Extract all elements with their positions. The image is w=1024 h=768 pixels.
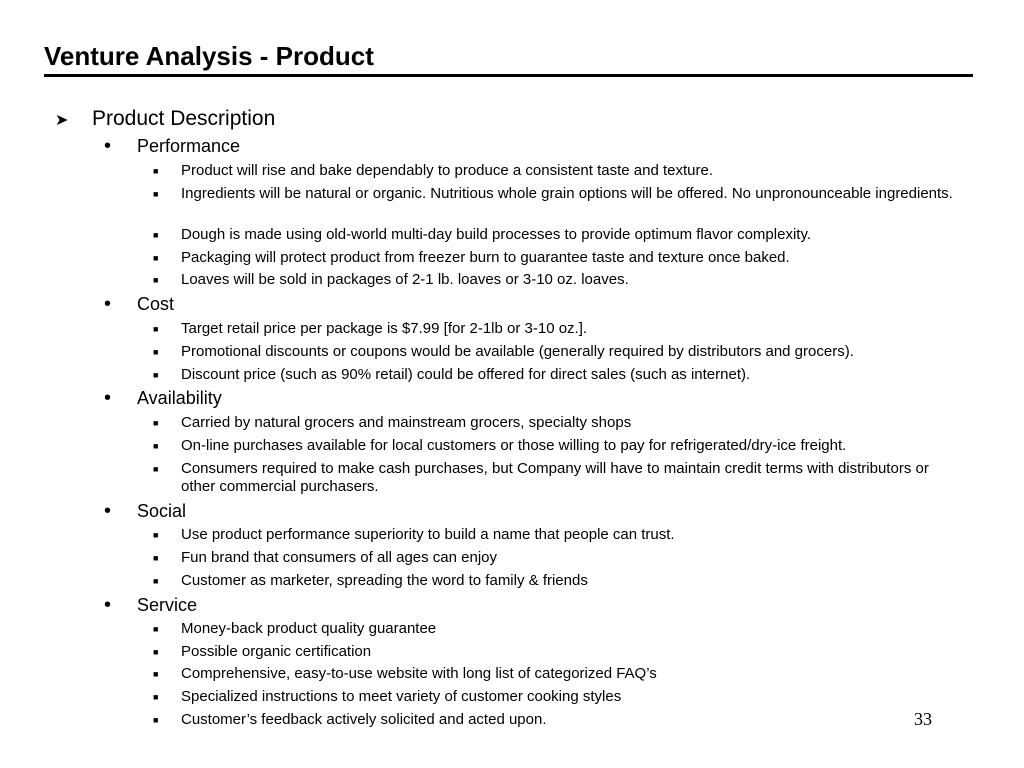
list-item-text: Dough is made using old-world multi-day build processes to provide optimum flavor complexity. <box>181 226 811 243</box>
list-item <box>153 414 953 432</box>
section-label: Availability <box>137 388 222 408</box>
list-item-text: Money-back product quality guarantee <box>181 620 437 637</box>
list-item <box>153 162 953 180</box>
page-number: 33 <box>914 709 932 729</box>
list-item-text: Target retail price per package is $7.99 [for 2-1lb or 3-10 oz.]. <box>181 320 588 337</box>
title-rule <box>44 74 973 77</box>
square-bullet-icon: ■ <box>153 669 159 679</box>
section-performance <box>104 135 240 157</box>
round-bullet-icon: • <box>104 500 112 522</box>
list-item <box>153 366 953 384</box>
square-bullet-icon: ■ <box>153 166 159 176</box>
list-item-text: Ingredients will be natural or organic. Nutritious whole grain options will be offered. No unpronounceable ingredients. <box>181 185 953 202</box>
square-bullet-icon: ■ <box>153 370 159 380</box>
list-item-text: Carried by natural grocers and mainstream grocers, specialty shops <box>181 414 632 431</box>
round-bullet-icon: • <box>104 594 112 616</box>
square-bullet-icon: ■ <box>153 189 159 199</box>
list-item-text: Packaging will protect product from freezer burn to guarantee taste and texture once baked. <box>181 249 790 266</box>
list-item <box>153 460 953 496</box>
slide-title: Venture Analysis - Product <box>44 41 374 71</box>
list-item <box>153 249 953 267</box>
list-item-text: Discount price (such as 90% retail) could be offered for direct sales (such as internet). <box>181 366 751 383</box>
list-item-text: Customer’s feedback actively solicited and acted upon. <box>181 711 547 728</box>
list-item <box>153 711 953 729</box>
section-cost <box>104 293 174 315</box>
section-availability <box>104 387 222 409</box>
list-item <box>153 549 953 567</box>
list-item-text: Consumers required to make cash purchases, but Company will have to maintain credit terms with distributors or other commercial purchasers. <box>181 460 929 495</box>
square-bullet-icon: ■ <box>153 253 159 263</box>
round-bullet-icon: • <box>104 293 112 315</box>
list-item-text: Specialized instructions to meet variety of customer cooking styles <box>181 688 622 705</box>
square-bullet-icon: ■ <box>153 324 159 334</box>
list-item <box>153 526 953 544</box>
square-bullet-icon: ■ <box>153 230 159 240</box>
list-item <box>153 226 953 244</box>
list-item <box>153 665 953 683</box>
round-bullet-icon: • <box>104 135 112 157</box>
square-bullet-icon: ■ <box>153 553 159 563</box>
section-service <box>104 594 197 616</box>
list-item <box>153 620 953 638</box>
square-bullet-icon: ■ <box>153 576 159 586</box>
list-item-text: Possible organic certification <box>181 643 372 660</box>
square-bullet-icon: ■ <box>153 624 159 634</box>
square-bullet-icon: ■ <box>153 530 159 540</box>
square-bullet-icon: ■ <box>153 647 159 657</box>
list-item <box>153 437 953 455</box>
list-item-text: Comprehensive, easy-to-use website with long list of categorized FAQ’s <box>181 665 657 682</box>
list-item <box>153 271 953 289</box>
section-social <box>104 500 186 522</box>
list-item-text: Customer as marketer, spreading the word to family & friends <box>181 572 588 589</box>
section-label: Social <box>137 501 187 521</box>
list-item <box>153 572 953 590</box>
list-item <box>153 343 953 361</box>
list-item <box>153 185 953 203</box>
section-label: Service <box>137 595 198 615</box>
section-label: Performance <box>137 136 241 156</box>
list-item-text: Fun brand that consumers of all ages can enjoy <box>181 549 498 566</box>
section-label: Cost <box>137 294 175 314</box>
list-item <box>153 320 953 338</box>
square-bullet-icon: ■ <box>153 464 159 474</box>
arrow-bullet-icon: ➤ <box>55 112 69 129</box>
list-item-text: Use product performance superiority to build a name that people can trust. <box>181 526 675 543</box>
list-item <box>153 688 953 706</box>
outline-heading <box>55 106 275 134</box>
list-item-text: On-line purchases available for local customers or those willing to pay for refrigerated/dry-ice freight. <box>181 437 847 454</box>
square-bullet-icon: ■ <box>153 275 159 285</box>
list-item-text: Product will rise and bake dependably to produce a consistent taste and texture. <box>181 162 713 179</box>
outline-heading-text: Product Description <box>92 107 276 130</box>
list-item-text: Promotional discounts or coupons would be available (generally required by distributors and grocers). <box>181 343 854 360</box>
round-bullet-icon: • <box>104 387 112 409</box>
square-bullet-icon: ■ <box>153 418 159 428</box>
square-bullet-icon: ■ <box>153 441 159 451</box>
square-bullet-icon: ■ <box>153 715 159 725</box>
list-item-text: Loaves will be sold in packages of 2-1 lb. loaves or 3-10 oz. loaves. <box>181 271 629 288</box>
square-bullet-icon: ■ <box>153 347 159 357</box>
list-item <box>153 643 953 661</box>
square-bullet-icon: ■ <box>153 692 159 702</box>
